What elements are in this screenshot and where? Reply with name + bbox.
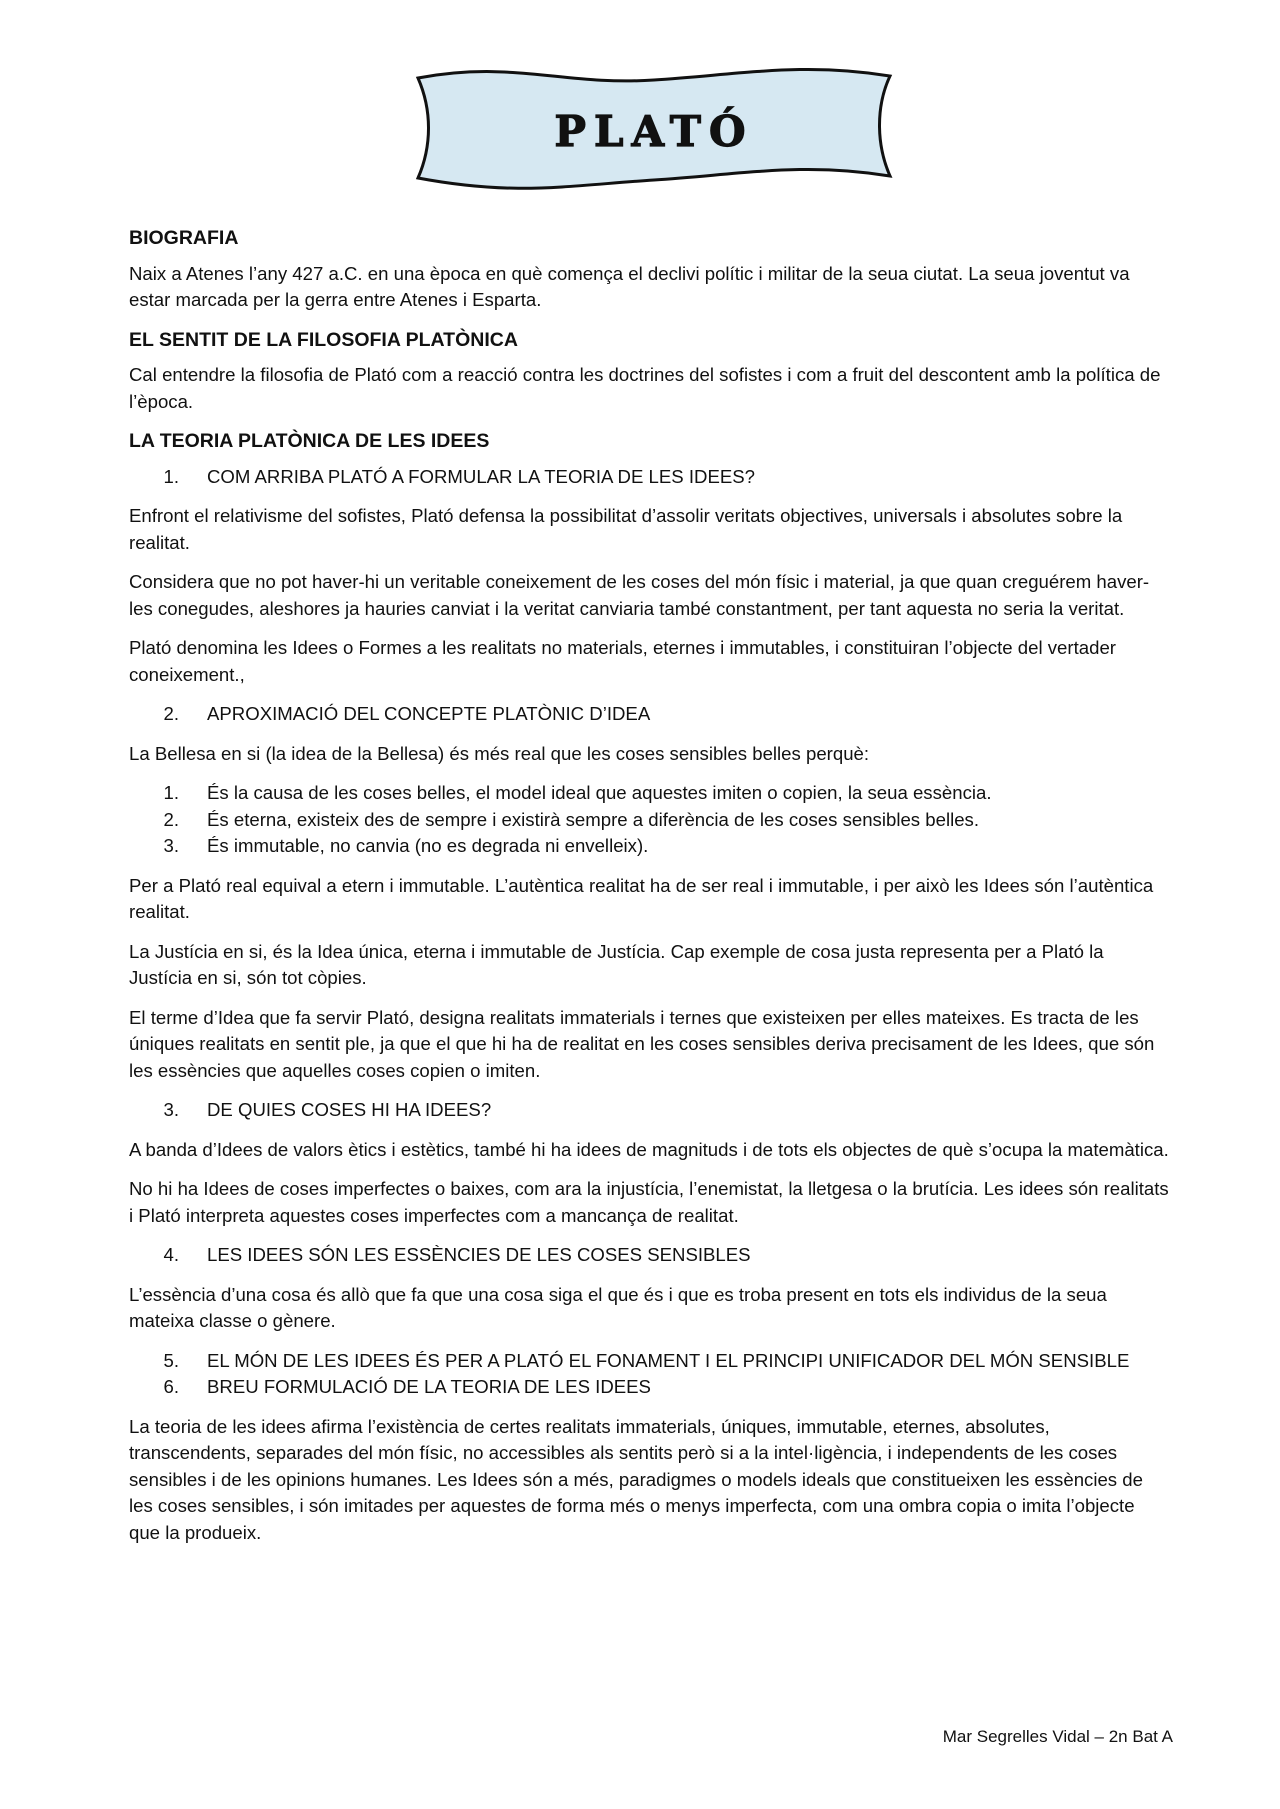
subsection-3-title bbox=[129, 1097, 1169, 1124]
heading-sentit: EL SENTIT DE LA FILOSOFIA PLATÒNICA bbox=[129, 328, 518, 351]
paragraph: La teoria de les idees afirma l’existència de certes realitats immaterials, úniques, immutable, eternes, absolutes, transcendents, separades del món físic, no accessibles als sentits però si a la intel·ligència, i independents de les coses sensibles i de les opinions humanes. Les Idees són a més, paradigmes o models ideals que constitueixen les essències de les coses sensibles, i són imitades per aquestes de forma més o menys imperfecta, com una ombra copia o imita l’objecte que la produeix. bbox=[129, 1415, 1143, 1543]
paragraph: Considera que no pot haver-hi un veritable coneixement de les coses del món físic i material, ja que quan creguérem haver-les conegudes, aleshores ja hauries canviat i la veritat canviaria també constantment, per tant aquesta no seria la veritat. bbox=[129, 571, 1150, 619]
paragraph: El terme d’Idea que fa servir Plató, designa realitats immaterials i ternes que existeixen per elles mateixes. Es tracta de les úniques realitats en sentit ple, ja que el que hi ha de realitat en les coses sensibles deriva precisament de les Idees, que són les essències que aquelles coses copien o imiten. bbox=[129, 1006, 1155, 1081]
wave-banner-shape bbox=[414, 66, 894, 194]
subsection-6-title bbox=[129, 1374, 1169, 1401]
paragraph: L’essència d’una cosa és allò que fa que una cosa siga el que és i que es troba present en tots els individus de la seua mateixa classe o gènere. bbox=[129, 1283, 1107, 1331]
list-number: 1. bbox=[163, 782, 179, 803]
subsection-number: 6. bbox=[163, 1376, 179, 1397]
subsection-number: 1. bbox=[163, 465, 179, 487]
subsection-title: LES IDEES SÓN LES ESSÈNCIES DE LES COSES SENSIBLES bbox=[207, 1244, 751, 1265]
paragraph: La Justícia en si, és la Idea única, eterna i immutable de Justícia. Cap exemple de cosa justa representa per a Plató la Justícia en si, són tot còpies. bbox=[129, 940, 1104, 988]
paragraph: Enfront el relativisme del sofistes, Plató defensa la possibilitat d’assolir veritats objectives, universals i absolutes sobre la realitat. bbox=[129, 505, 1123, 553]
paragraph: No hi ha Idees de coses imperfectes o baixes, com ara la injustícia, l’enemistat, la lletgesa o la brutícia. Les idees són realitats i Plató interpreta aquestes coses imperfectes com a mancança de realitat. bbox=[129, 1178, 1169, 1226]
list-text: És immutable, no canvia (no es degrada ni envelleix). bbox=[207, 835, 649, 856]
subsection-title: EL MÓN DE LES IDEES ÉS PER A PLATÓ EL FONAMENT I EL PRINCIPI UNIFICADOR DEL MÓN SENSIBLE bbox=[207, 1349, 1130, 1371]
subsection-title: COM ARRIBA PLATÓ A FORMULAR LA TEORIA DE LES IDEES? bbox=[207, 465, 756, 487]
paragraph: Plató denomina les Idees o Formes a les realitats no materials, eternes i immutables, i constituiran l’objecte del vertader coneixement., bbox=[129, 637, 1116, 685]
biografia-text: Naix a Atenes l’any 427 a.C. en una època en què comença el declivi polític i militar de la seua ciutat. La seua joventut va estar marcada per la gerra entre Atenes i Esparta. bbox=[129, 262, 1130, 310]
subsection-5-title bbox=[129, 1348, 1169, 1375]
document-body bbox=[129, 225, 1169, 1559]
subsection-title: DE QUIES COSES HI HA IDEES? bbox=[207, 1099, 492, 1120]
footer-author: Mar Segrelles Vidal – 2n Bat A bbox=[942, 1727, 1173, 1746]
subsection-number: 3. bbox=[163, 1099, 179, 1120]
subsection-number: 5. bbox=[163, 1349, 179, 1371]
title-banner bbox=[414, 66, 894, 194]
paragraph: A banda d’Idees de valors ètics i estètics, també hi ha idees de magnituds i de tots els objectes de què s’ocupa la matemàtica. bbox=[129, 1138, 1169, 1160]
subsection-4-title bbox=[129, 1242, 1169, 1269]
sentit-text: Cal entendre la filosofia de Plató com a reacció contra les doctrines del sofistes i com a fruit del descontent amb la política de l’època. bbox=[129, 364, 1161, 412]
list-text: És la causa de les coses belles, el model ideal que aquestes imiten o copien, la seua essència. bbox=[207, 782, 992, 803]
subsection-number: 4. bbox=[163, 1244, 179, 1265]
beauty-list bbox=[129, 780, 1169, 860]
list-number: 3. bbox=[163, 835, 179, 856]
paragraph: Per a Plató real equival a etern i immutable. L’autèntica realitat ha de ser real i immutable, i per això les Idees són l’autèntica realitat. bbox=[129, 874, 1154, 922]
list-item bbox=[129, 780, 1169, 807]
list-item bbox=[129, 833, 1169, 860]
subsection-2-title bbox=[129, 701, 1169, 728]
paragraph: La Bellesa en si (la idea de la Bellesa) és més real que les coses sensibles belles perquè: bbox=[129, 742, 870, 764]
subsection-number: 2. bbox=[163, 703, 179, 724]
subsection-title: BREU FORMULACIÓ DE LA TEORIA DE LES IDEES bbox=[207, 1376, 651, 1397]
subsection-title: APROXIMACIÓ DEL CONCEPTE PLATÒNIC D’IDEA bbox=[207, 703, 651, 724]
subsection-1-title bbox=[129, 464, 1169, 491]
list-number: 2. bbox=[163, 808, 179, 830]
heading-teoria: LA TEORIA PLATÒNICA DE LES IDEES bbox=[129, 430, 490, 452]
banner-title: PLATÓ bbox=[554, 107, 754, 156]
list-text: És eterna, existeix des de sempre i existirà sempre a diferència de les coses sensibles belles. bbox=[207, 808, 980, 830]
heading-biografia: BIOGRAFIA bbox=[129, 227, 239, 249]
list-item bbox=[129, 807, 1169, 834]
